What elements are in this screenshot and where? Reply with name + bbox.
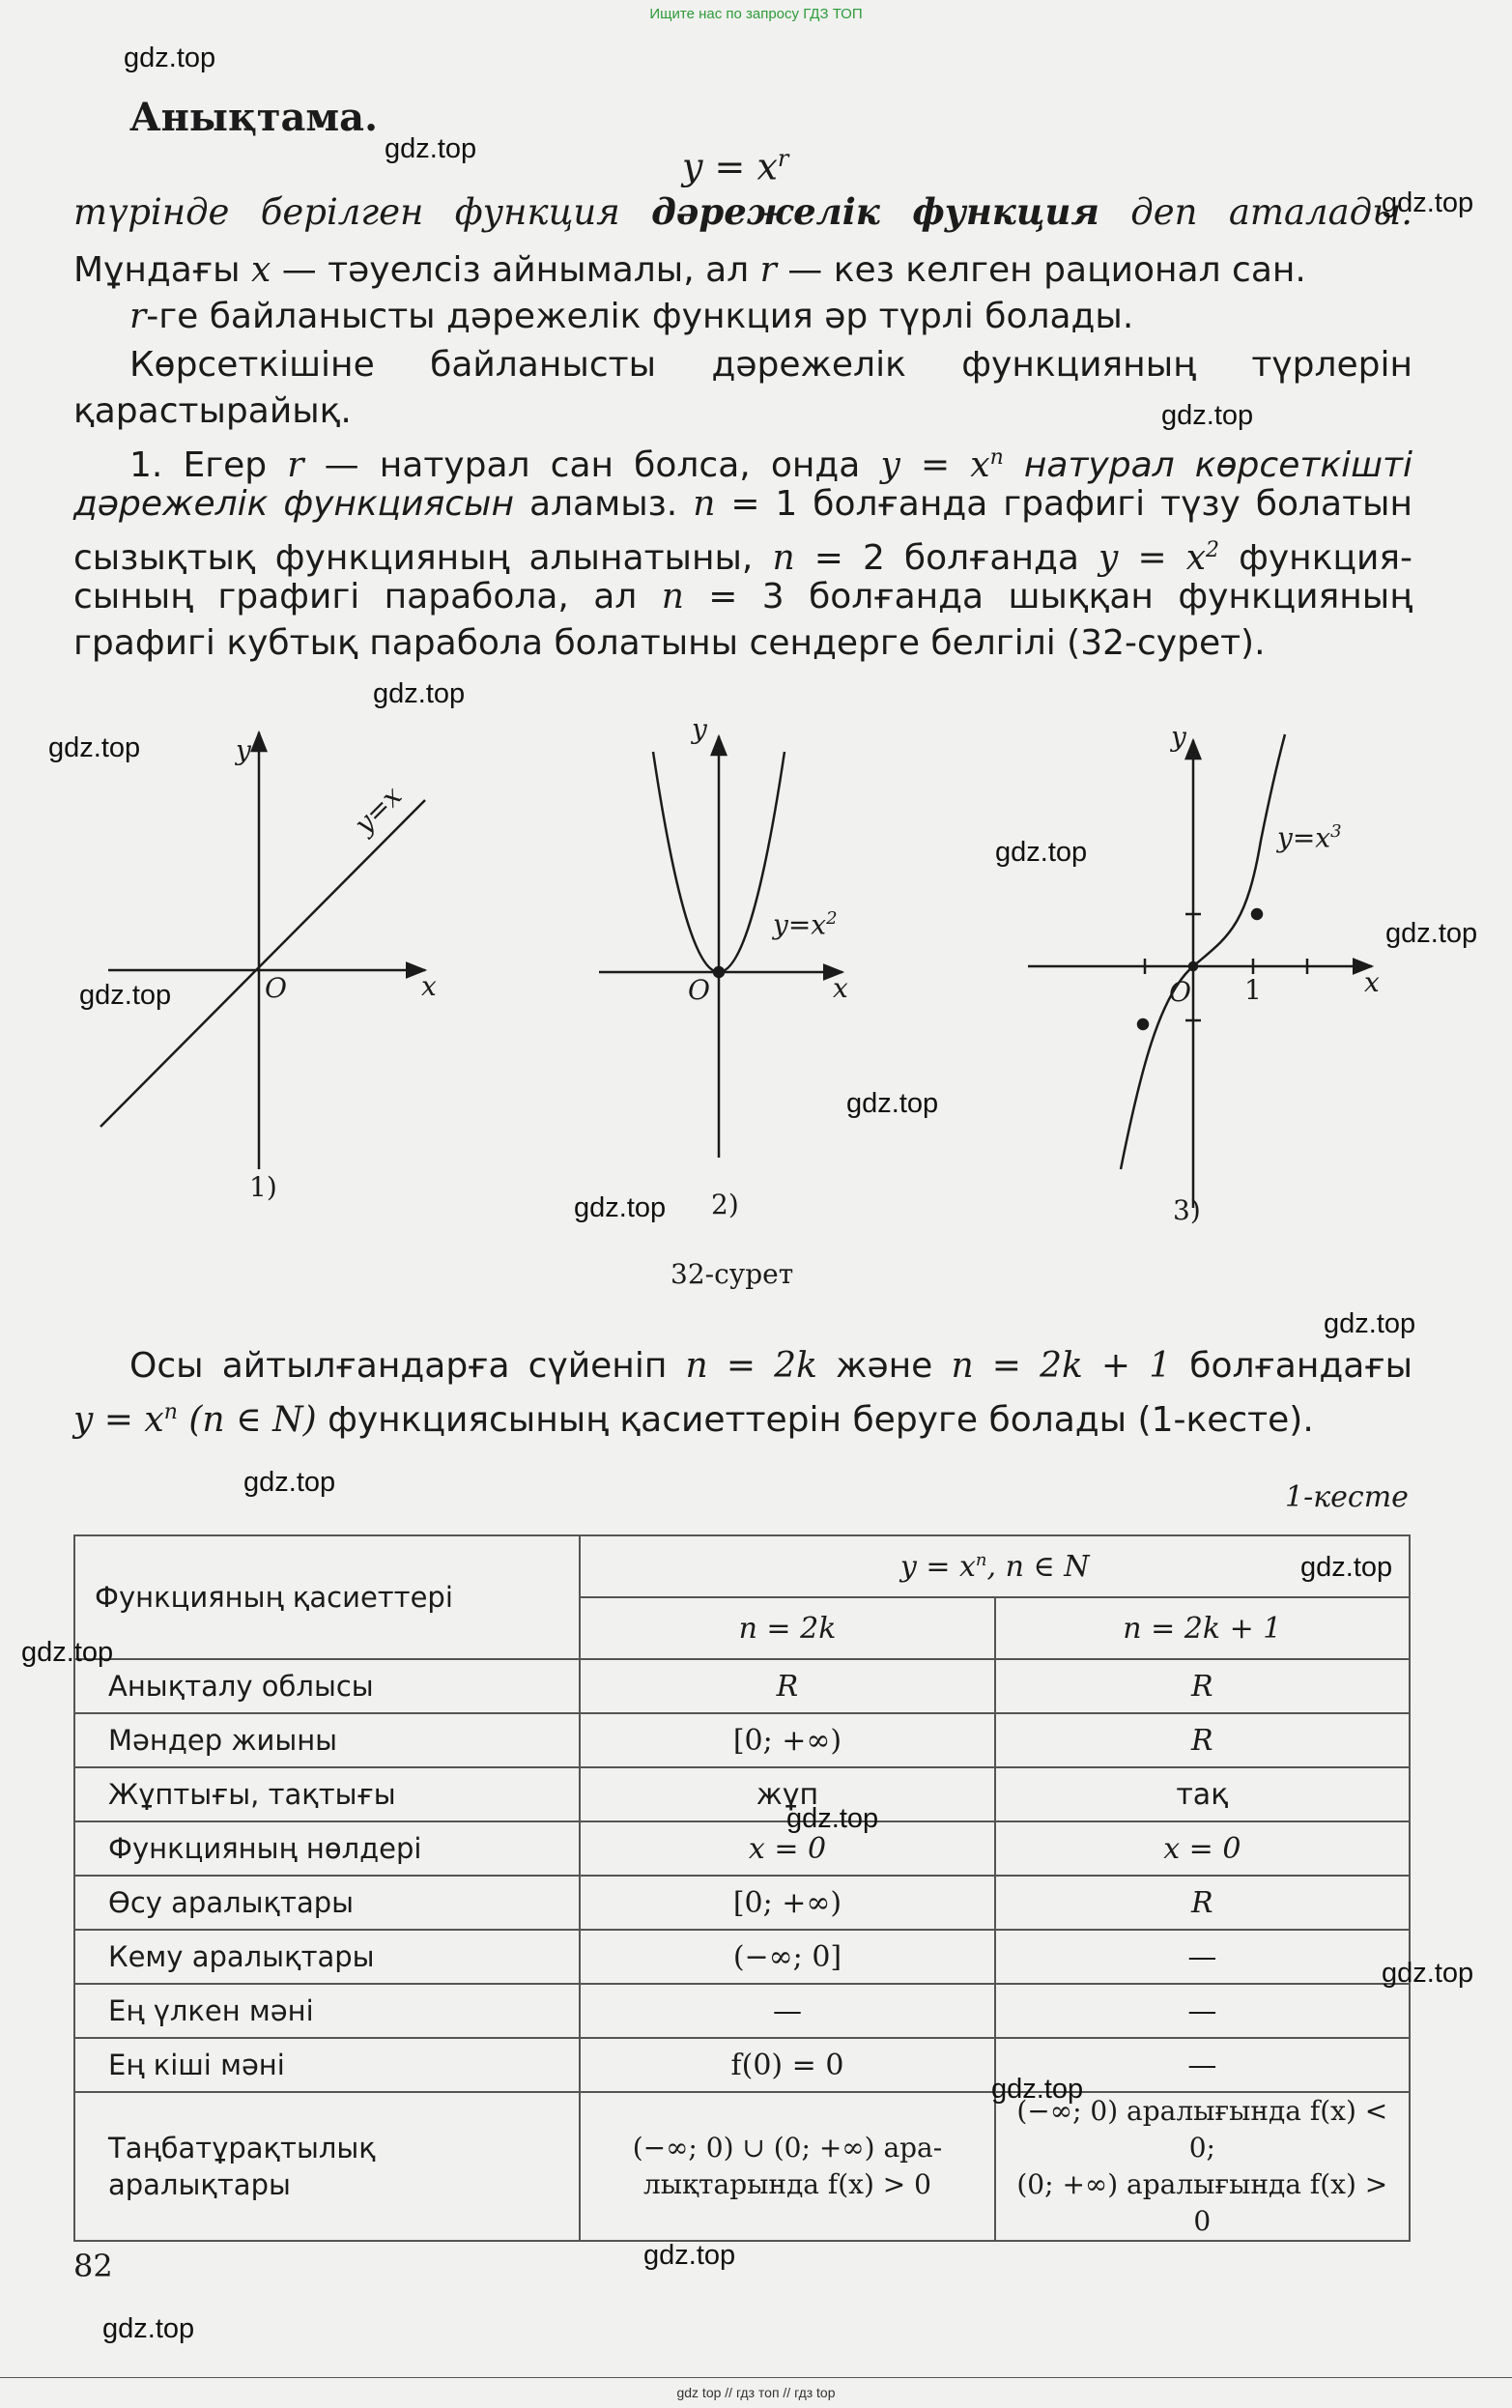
- watermark: gdz.top: [643, 2240, 736, 2271]
- graph2-x-label: x: [833, 972, 848, 1004]
- row-name-cell: Кему аралықтары: [74, 1930, 580, 1984]
- watermark: gdz.top: [1385, 918, 1478, 949]
- graph3-tick-label: 1: [1244, 974, 1262, 1006]
- graph3-y-label: y: [1171, 721, 1186, 753]
- row-even-cell: (−∞; 0]: [580, 1930, 994, 1984]
- graph3-point-neg: [1138, 1019, 1148, 1029]
- table-row: [74, 1713, 1410, 1767]
- table-row: [74, 1767, 1410, 1821]
- watermark: gdz.top: [846, 1088, 939, 1119]
- graph1-x-label: x: [421, 970, 437, 1002]
- properties-table: [73, 1534, 1411, 2242]
- header-even-cell: n = 2k: [580, 1597, 994, 1659]
- text-line-9: сының графигі парабола, ал n = 3 болғанда шыққан функцияның: [73, 577, 1412, 616]
- graph2-origin-label: O: [688, 974, 710, 1006]
- watermark: gdz.top: [1382, 187, 1474, 218]
- graph3-origin-point: [1189, 962, 1197, 970]
- text-line-12: $y = x^n$ (n ∈ N) функциясының қасиеттерін беруге болады (1-кесте).: [73, 1400, 1314, 1440]
- row-name-cell: Функцияның нөлдері: [74, 1821, 580, 1876]
- main-formula: $y = x^r$: [682, 145, 789, 188]
- watermark: gdz.top: [79, 980, 172, 1011]
- row-name-cell: Жұптығы, тақтығы: [74, 1767, 580, 1821]
- text-line-10: графигі кубтық парабола болатыны сендерге белгілі (32-сурет).: [73, 623, 1266, 663]
- header-properties-cell: Функцияның қасиеттері: [74, 1535, 580, 1659]
- text-line-5: қарастырайық.: [73, 391, 352, 431]
- graph2-curve-label: $y=x^2$: [773, 908, 838, 941]
- row-name-cell: Ең үлкен мәні: [74, 1984, 580, 2038]
- row-even-cell: —: [580, 1984, 994, 2038]
- row-odd-cell: R: [995, 1659, 1410, 1713]
- graph2-origin-point: [714, 967, 724, 977]
- text-line-1: түрінде берілген функция дәрежелік функция деп аталады.: [73, 190, 1412, 233]
- row-name-cell: Өсу аралықтары: [74, 1876, 580, 1930]
- graph2-curve: [653, 752, 785, 972]
- watermark: gdz.top: [243, 1467, 336, 1498]
- table-row: [74, 1876, 1410, 1930]
- table-row: [74, 1821, 1410, 1876]
- graph1-line: [100, 800, 425, 1127]
- row-even-cell: [0; +∞): [580, 1713, 994, 1767]
- table-row: [74, 1984, 1410, 2038]
- header-function-cell: $y = x^n$, n ∈ N: [580, 1535, 1410, 1597]
- graph-parabola: [599, 736, 842, 1158]
- graph3-point-pos: [1252, 909, 1262, 919]
- graph3-curve: [1121, 734, 1285, 1169]
- watermark: gdz.top: [21, 1637, 114, 1668]
- definition-heading: Анықтама.: [129, 95, 379, 140]
- text-line-6: 1. Егер r — натурал сан болса, онда $y = x^n$ натурал көрсеткішті: [129, 445, 1412, 485]
- text-line-2: Мұндағы x — тәуелсіз айнымалы, ал r — кез келген рационал сан.: [73, 250, 1306, 290]
- watermark: gdz.top: [48, 732, 141, 763]
- table-label: 1-кесте: [1285, 1480, 1409, 1514]
- row-even-cell: R: [580, 1659, 994, 1713]
- row-odd-cell: тақ: [995, 1767, 1410, 1821]
- row-even-cell: x = 0: [580, 1821, 994, 1876]
- graph-cubic: [1028, 734, 1372, 1208]
- watermark: gdz.top: [124, 43, 216, 73]
- figure-caption: 32-сурет: [670, 1258, 794, 1290]
- graph1-caption: 1): [249, 1171, 277, 1203]
- graph1-origin-label: O: [265, 972, 287, 1004]
- row-odd-cell: —: [995, 1930, 1410, 1984]
- graph3-curve-label: $y=x^3$: [1277, 821, 1342, 854]
- text-line-3: r-ге байланысты дәрежелік функция әр түрлі болады.: [129, 297, 1134, 336]
- watermark: gdz.top: [995, 837, 1088, 868]
- table-row-sign: [74, 2092, 1410, 2241]
- row-even-cell: (−∞; 0) ∪ (0; +∞) ара- лықтарында f(x) > 0: [580, 2092, 994, 2241]
- graph3-caption: 3): [1173, 1194, 1201, 1226]
- row-odd-cell: R: [995, 1876, 1410, 1930]
- row-name-cell: Мәндер жиыны: [74, 1713, 580, 1767]
- text-line-8: сызықтық функцияның алынатыны, n = 2 болғанда $y = x^2$ функция-: [73, 538, 1412, 578]
- row-even-cell: [0; +∞): [580, 1876, 994, 1930]
- bottom-divider: [0, 2377, 1512, 2378]
- watermark: gdz.top: [373, 678, 466, 709]
- graph2-caption: 2): [711, 1189, 739, 1220]
- top-note: Ищите нас по запросу ГДЗ ТОП: [649, 6, 863, 22]
- watermark: gdz.top: [786, 1803, 879, 1834]
- row-odd-cell: R: [995, 1713, 1410, 1767]
- header-odd-cell: n = 2k + 1: [995, 1597, 1410, 1659]
- watermark: gdz.top: [574, 1192, 667, 1223]
- text-line-7: дәрежелік функциясын аламыз. n = 1 болғанда графигі түзу болатын: [73, 484, 1412, 524]
- row-odd-cell: —: [995, 1984, 1410, 2038]
- watermark: gdz.top: [991, 2074, 1084, 2105]
- watermark: gdz.top: [1324, 1308, 1416, 1339]
- watermark: gdz.top: [1161, 400, 1254, 431]
- watermark: gdz.top: [1300, 1552, 1393, 1583]
- page-number: 82: [73, 2248, 113, 2284]
- table-header-row: [74, 1535, 1410, 1597]
- watermark: gdz.top: [385, 133, 477, 164]
- watermark: gdz.top: [102, 2313, 195, 2344]
- graph3-origin-label: O: [1169, 976, 1191, 1008]
- row-name-cell: Ең кіші мәні: [74, 2038, 580, 2092]
- text-line-11: Осы айтылғандарға сүйеніп n = 2k және n = 2k + 1 болғандағы: [129, 1346, 1412, 1386]
- table-row: [74, 1930, 1410, 1984]
- row-odd-cell: (−∞; 0) аралығында f(x) < 0; (0; +∞) аралығында f(x) > 0: [995, 2092, 1410, 2241]
- bottom-note: gdz top // гдз топ // гдз top: [676, 2385, 836, 2400]
- row-even-cell: жұп: [580, 1767, 994, 1821]
- row-odd-cell: —: [995, 2038, 1410, 2092]
- graph3-x-label: x: [1364, 966, 1380, 998]
- text-line-4: Көрсеткішіне байланысты дәрежелік функцияның түрлерін: [129, 345, 1412, 385]
- row-name-cell: Анықталу облысы: [74, 1659, 580, 1713]
- table-row: [74, 1659, 1410, 1713]
- row-even-cell: f(0) = 0: [580, 2038, 994, 2092]
- row-odd-cell: x = 0: [995, 1821, 1410, 1876]
- graph2-y-label: y: [692, 713, 707, 745]
- graph1-line-label: y=x: [348, 780, 409, 841]
- row-name-cell: Таңбатұрақтылық аралықтары: [74, 2092, 580, 2241]
- graph1-y-label: y: [236, 734, 251, 766]
- table-row: [74, 2038, 1410, 2092]
- watermark: gdz.top: [1382, 1958, 1474, 1989]
